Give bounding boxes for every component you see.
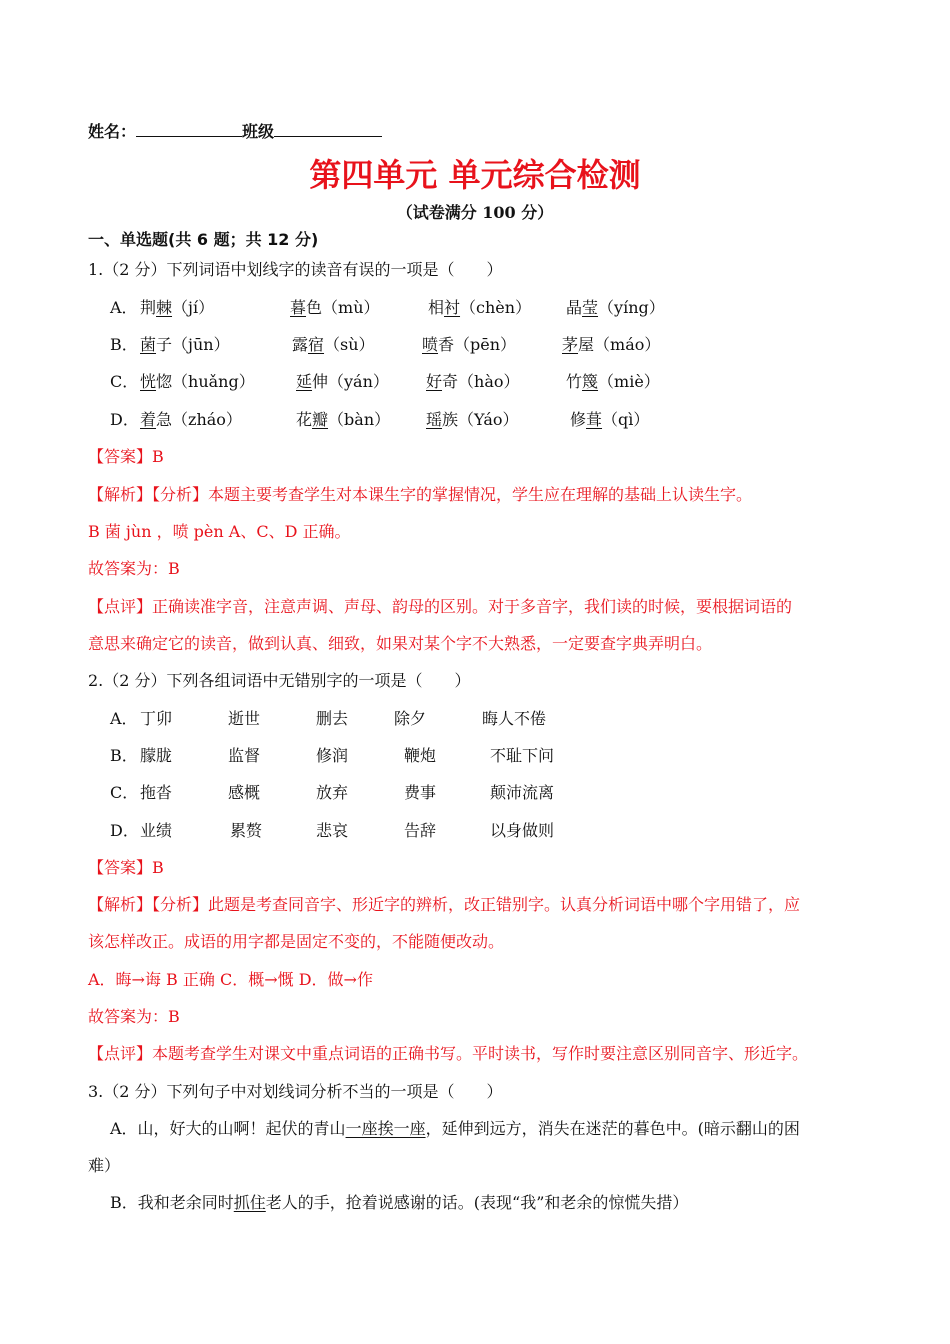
option-word: 修润 xyxy=(316,746,349,765)
option-word xyxy=(426,371,520,393)
student-info-line xyxy=(88,121,382,143)
q3-option-a-rest: ，延伸到远方，消失在迷茫的暮色中。(暗示翻山的困 xyxy=(425,1119,800,1138)
q1-answer: 【答案】B xyxy=(88,447,164,466)
word-part: 露 xyxy=(292,335,309,354)
q1-stem: 1.（2 分）下列词语中划线字的读音有误的一项是（ ） xyxy=(88,260,503,279)
q2-detail: A．晦→诲 B 正确 C．概→慨 D．做→作 xyxy=(88,970,373,989)
option-letter: D． xyxy=(110,821,139,840)
underlined-char: 延 xyxy=(296,372,313,391)
underlined-char: 好 xyxy=(426,372,443,391)
q1-conclusion: 故答案为：B xyxy=(88,559,180,578)
page-subtitle: （试卷满分 100 分） xyxy=(396,203,554,222)
class-blank[interactable] xyxy=(274,122,382,137)
option-word: 监督 xyxy=(228,746,261,765)
q3-stem: 3.（2 分）下列句子中对划线词分析不当的一项是（ ） xyxy=(88,1082,503,1101)
option-letter: A． xyxy=(110,298,138,317)
word-part: 伸（yán） xyxy=(312,372,389,391)
word-part: （jí） xyxy=(172,298,215,317)
option-word xyxy=(140,409,242,431)
word-part: 急（zháo） xyxy=(156,410,242,429)
q1-comment-line1: 【点评】正确读准字音，注意声调、声母、韵母的区别。对于多音字，我们读的时候，要根据词语的 xyxy=(88,597,793,616)
q3-option-a xyxy=(110,1118,800,1140)
option-word: 鞭炮 xyxy=(404,746,437,765)
word-part: 晶 xyxy=(566,298,583,317)
option-word xyxy=(140,334,230,356)
word-part: 奇（hào） xyxy=(442,372,520,391)
option-word: 除夕 xyxy=(394,709,427,728)
word-part: （sù） xyxy=(324,335,375,354)
option-word: 逝世 xyxy=(228,709,261,728)
q2-answer: 【答案】B xyxy=(88,858,164,877)
option-word: 拖沓 xyxy=(140,783,173,802)
q3-option-b-text: B．我和老余同时 xyxy=(110,1193,234,1212)
underlined-char: 暮 xyxy=(290,298,307,317)
option-word: 丁卯 xyxy=(140,709,173,728)
word-part: （miè） xyxy=(598,372,660,391)
option-word xyxy=(140,297,214,319)
name-label: 姓名： xyxy=(88,122,137,141)
option-letter: D． xyxy=(110,410,139,429)
option-word: 朦胧 xyxy=(140,746,173,765)
option-word: 颠沛流离 xyxy=(490,783,555,802)
option-word: 业绩 xyxy=(140,821,173,840)
option-word xyxy=(566,297,665,319)
option-word: 悲哀 xyxy=(316,821,349,840)
option-word xyxy=(296,409,390,431)
option-word: 告辞 xyxy=(404,821,437,840)
class-label: 班级 xyxy=(242,122,275,141)
underlined-char: 喷 xyxy=(422,335,439,354)
underlined-char: 棘 xyxy=(156,298,173,317)
word-part: （chèn） xyxy=(460,298,532,317)
q2-stem: 2.（2 分）下列各组词语中无错别字的一项是（ ） xyxy=(88,671,471,690)
option-word xyxy=(562,334,660,356)
word-part: 荆 xyxy=(140,298,157,317)
option-word xyxy=(428,297,531,319)
option-letter: C． xyxy=(110,372,139,391)
underlined-char: 瑶 xyxy=(426,410,443,429)
option-word xyxy=(566,371,660,393)
underlined-char: 宿 xyxy=(308,335,325,354)
underlined-char: 篾 xyxy=(582,372,599,391)
option-word xyxy=(140,371,255,393)
word-part: 香（pēn） xyxy=(438,335,517,354)
option-word: 删去 xyxy=(316,709,349,728)
word-part: 惚（huǎng） xyxy=(156,372,255,391)
word-part: 屋（máo） xyxy=(578,335,661,354)
word-part: 色（mù） xyxy=(306,298,380,317)
option-word: 感概 xyxy=(228,783,261,802)
option-word: 以身做则 xyxy=(490,821,555,840)
underlined-char: 葺 xyxy=(586,410,603,429)
word-part: （yíng） xyxy=(598,298,665,317)
option-letter: C． xyxy=(110,783,139,802)
underlined-char: 莹 xyxy=(582,298,599,317)
option-word xyxy=(570,409,649,431)
option-word xyxy=(290,297,380,319)
option-word: 不耻下问 xyxy=(490,746,555,765)
q2-conclusion: 故答案为：B xyxy=(88,1007,180,1026)
option-word: 放弃 xyxy=(316,783,349,802)
word-part: 族（Yáo） xyxy=(442,410,519,429)
q3-option-b-underlined: 抓住 xyxy=(233,1193,266,1212)
option-word xyxy=(426,409,519,431)
underlined-char: 衬 xyxy=(444,298,461,317)
underlined-char: 恍 xyxy=(140,372,157,391)
option-word xyxy=(422,334,516,356)
option-word: 费事 xyxy=(404,783,437,802)
q1-detail: B 菌 jùn ，喷 pèn A、C、D 正确。 xyxy=(88,522,351,541)
option-word: 累赘 xyxy=(230,821,263,840)
word-part: 竹 xyxy=(566,372,583,391)
q1-analysis: 【解析】【分析】本题主要考查学生对本课生字的掌握情况，学生应在理解的基础上认读生字。 xyxy=(88,485,753,504)
underlined-char: 瓣 xyxy=(312,410,329,429)
option-word: 晦人不倦 xyxy=(482,709,547,728)
option-word xyxy=(292,334,375,356)
name-blank[interactable] xyxy=(136,122,242,137)
underlined-char: 菌 xyxy=(140,335,157,354)
option-letter: B． xyxy=(110,335,138,354)
section-heading: 一、单选题(共 6 题；共 12 分) xyxy=(88,230,319,249)
q3-option-a-continued: 难） xyxy=(88,1156,121,1175)
page-title: 第四单元 单元综合检测 xyxy=(309,156,641,194)
word-part: （bàn） xyxy=(328,410,391,429)
q3-option-b xyxy=(110,1192,688,1214)
word-part: （qì） xyxy=(602,410,650,429)
q2-analysis-line1: 【解析】【分析】此题是考查同音字、形近字的辨析，改正错别字。认真分析词语中哪个字用错了，应 xyxy=(88,895,801,914)
underlined-char: 茅 xyxy=(562,335,579,354)
underlined-char: 着 xyxy=(140,410,157,429)
option-word xyxy=(296,371,389,393)
option-letter: A． xyxy=(110,709,138,728)
q1-comment-line2: 意思来确定它的读音，做到认真、细致，如果对某个字不大熟悉，一定要查字典弄明白。 xyxy=(88,634,713,653)
q3-option-b-rest: 老人的手，抢着说感谢的话。(表现“我”和老余的惊慌失措） xyxy=(265,1193,689,1212)
word-part: 修 xyxy=(570,410,587,429)
q3-option-a-text: A．山，好大的山啊！起伏的青山 xyxy=(110,1119,346,1138)
word-part: 花 xyxy=(296,410,313,429)
q3-option-a-underlined: 一座挨一座 xyxy=(345,1119,426,1138)
word-part: 相 xyxy=(428,298,445,317)
q2-analysis-line2: 该怎样改正。成语的用字都是固定不变的，不能随便改动。 xyxy=(88,932,505,951)
option-letter: B． xyxy=(110,746,138,765)
word-part: 子（jūn） xyxy=(156,335,230,354)
q2-comment: 【点评】本题考查学生对课文中重点词语的正确书写。平时读书，写作时要注意区别同音字、形近字。 xyxy=(88,1044,809,1063)
